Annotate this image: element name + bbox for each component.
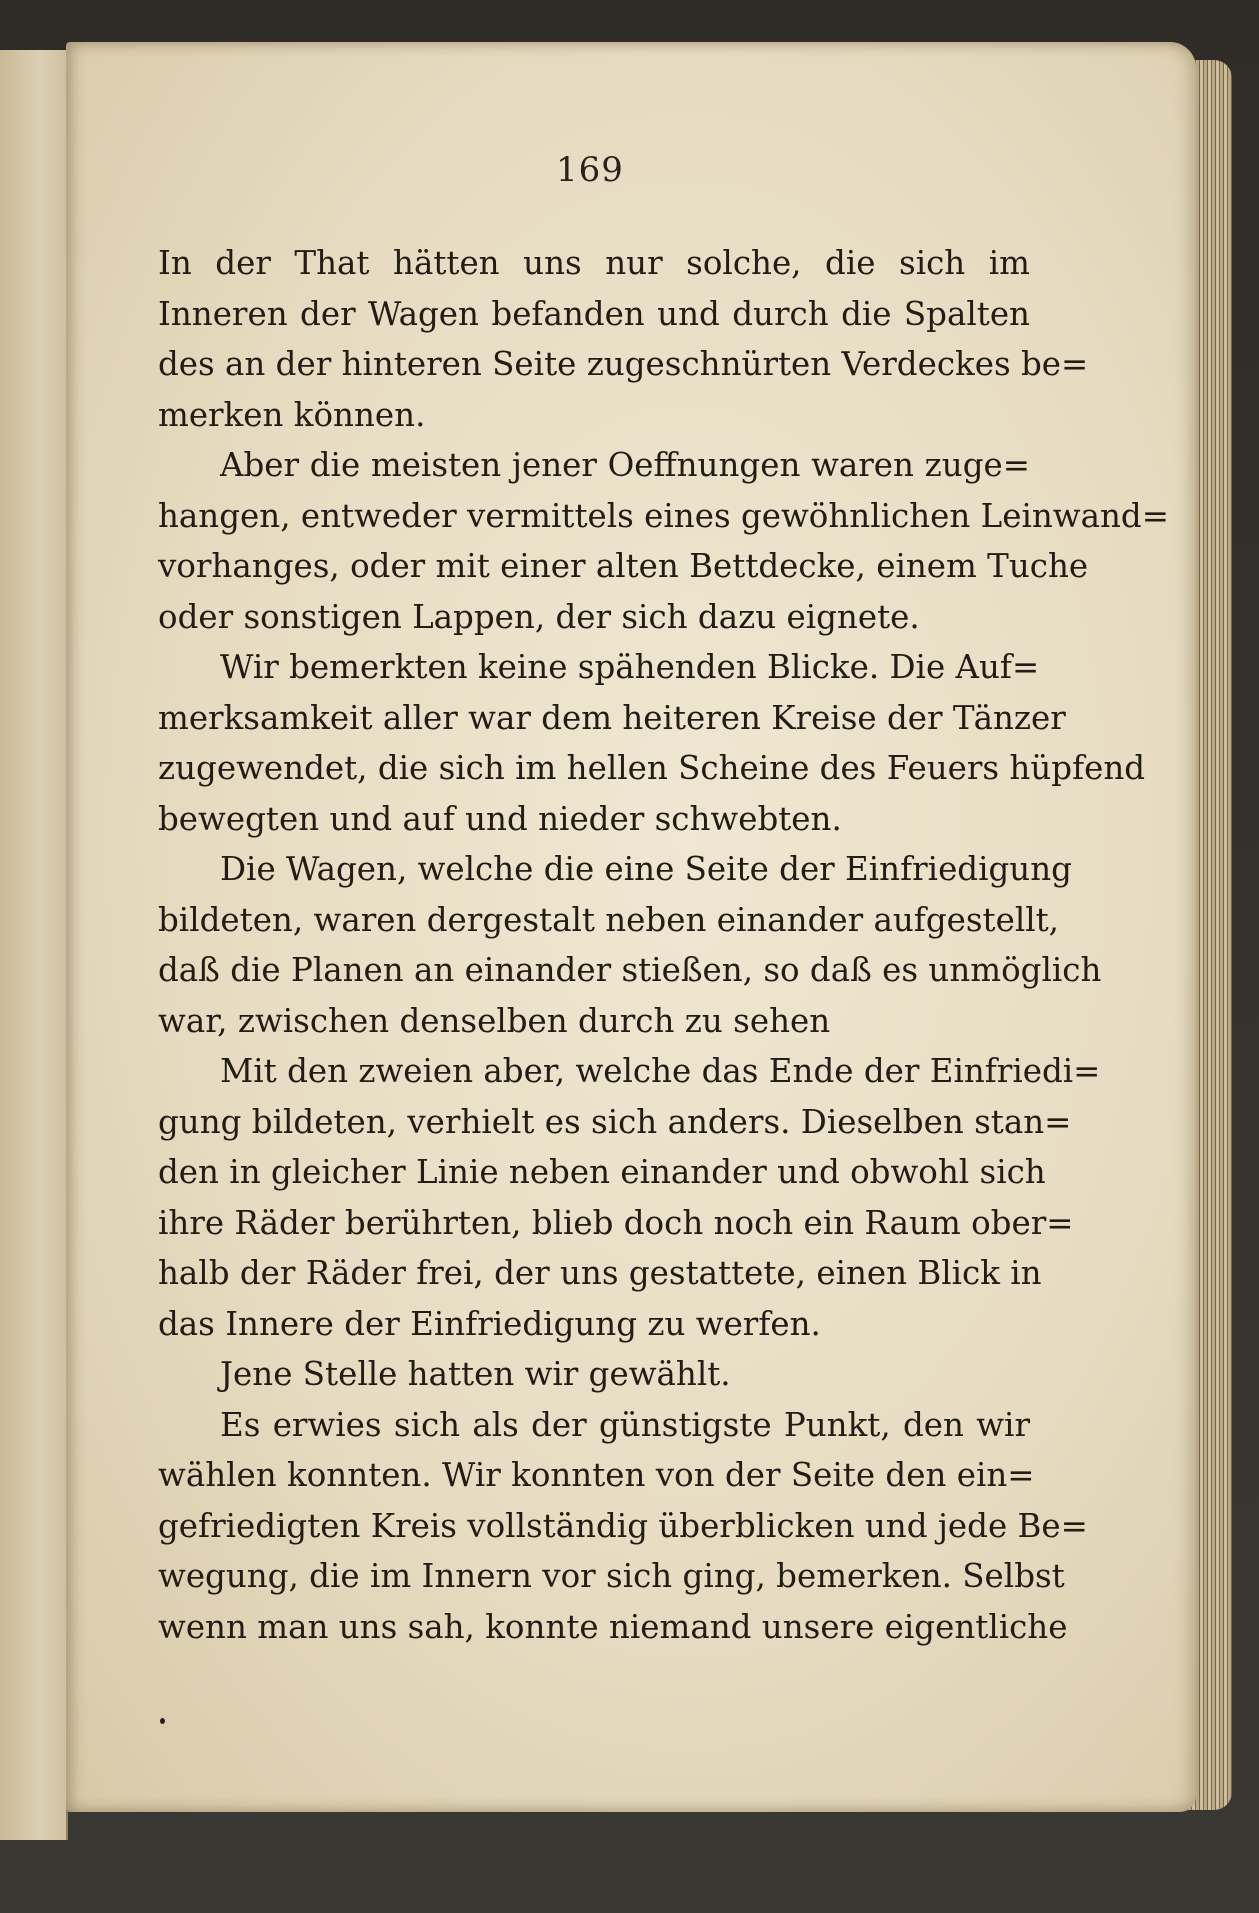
- text-line: daß die Planen an einander stießen, so daß es unmöglich: [158, 951, 1102, 989]
- text-line: hangen, entweder vermittels eines gewöhnlichen Leinwand=: [158, 496, 1169, 535]
- text-line: gefriedigten Kreis vollständig überblicken und jede Be=: [158, 1506, 1088, 1545]
- text-line: Mit den zweien aber, welche das Ende der Einfriedi=: [220, 1052, 1101, 1090]
- text-line: merken können.: [158, 395, 426, 434]
- text-line: Wir bemerkten keine spähenden Blicke. Die Auf=: [220, 648, 1040, 686]
- text-line: den in gleicher Linie neben einander und obwohl sich: [158, 1153, 1046, 1191]
- text-line: des an der hinteren Seite zugeschnürten Verdeckes be=: [158, 345, 1089, 383]
- text-line: oder sonstigen Lappen, der sich dazu eignete.: [158, 597, 920, 636]
- facing-page-edge: [0, 50, 68, 1840]
- text-line: wählen konnten. Wir konnten von der Seite den ein=: [158, 1456, 1035, 1494]
- text-line: Es erwies sich als der günstigste Punkt, den wir: [220, 1405, 1030, 1444]
- text-line: merksamkeit aller war dem heiteren Kreise der Tänzer: [158, 698, 1066, 737]
- text-line: war, zwischen denselben durch zu sehen: [158, 1001, 831, 1040]
- text-line: ihre Räder berührten, blieb doch noch ein Raum ober=: [158, 1203, 1074, 1242]
- text-line: wegung, die im Innern vor sich ging, bemerken. Selbst: [158, 1557, 1065, 1595]
- text-line: bildeten, waren dergestalt neben einander aufgestellt,: [158, 900, 1060, 939]
- text-line: halb der Räder frei, der uns gestattete, einen Blick in: [158, 1254, 1042, 1292]
- text-line: Jene Stelle hatten wir gewählt.: [220, 1355, 731, 1393]
- text-line: gung bildeten, verhielt es sich anders. Dieselben stan=: [158, 1102, 1072, 1141]
- body-text: [158, 238, 1169, 1652]
- text-line: vorhanges, oder mit einer alten Bettdecke, einem Tuche: [158, 547, 1089, 585]
- page-number: 169: [556, 150, 624, 190]
- text-line: bewegten und auf und nieder schwebten.: [158, 799, 842, 838]
- text-line: Inneren der Wagen befanden und durch die Spalten: [158, 294, 1030, 333]
- text-line: Aber die meisten jener Oeffnungen waren zuge=: [220, 446, 1030, 484]
- text-line: In der That hätten uns nur solche, die sich im: [158, 244, 1030, 282]
- text-line: wenn man uns sah, konnte niemand unsere eigentliche: [158, 1607, 1068, 1646]
- text-line: Die Wagen, welche die eine Seite der Einfriedigung: [220, 850, 1072, 888]
- text-line: zugewendet, die sich im hellen Scheine des Feuers hüpfend: [158, 749, 1146, 787]
- ink-speck: [160, 1718, 165, 1724]
- text-line: das Innere der Einfriedigung zu werfen.: [158, 1304, 821, 1343]
